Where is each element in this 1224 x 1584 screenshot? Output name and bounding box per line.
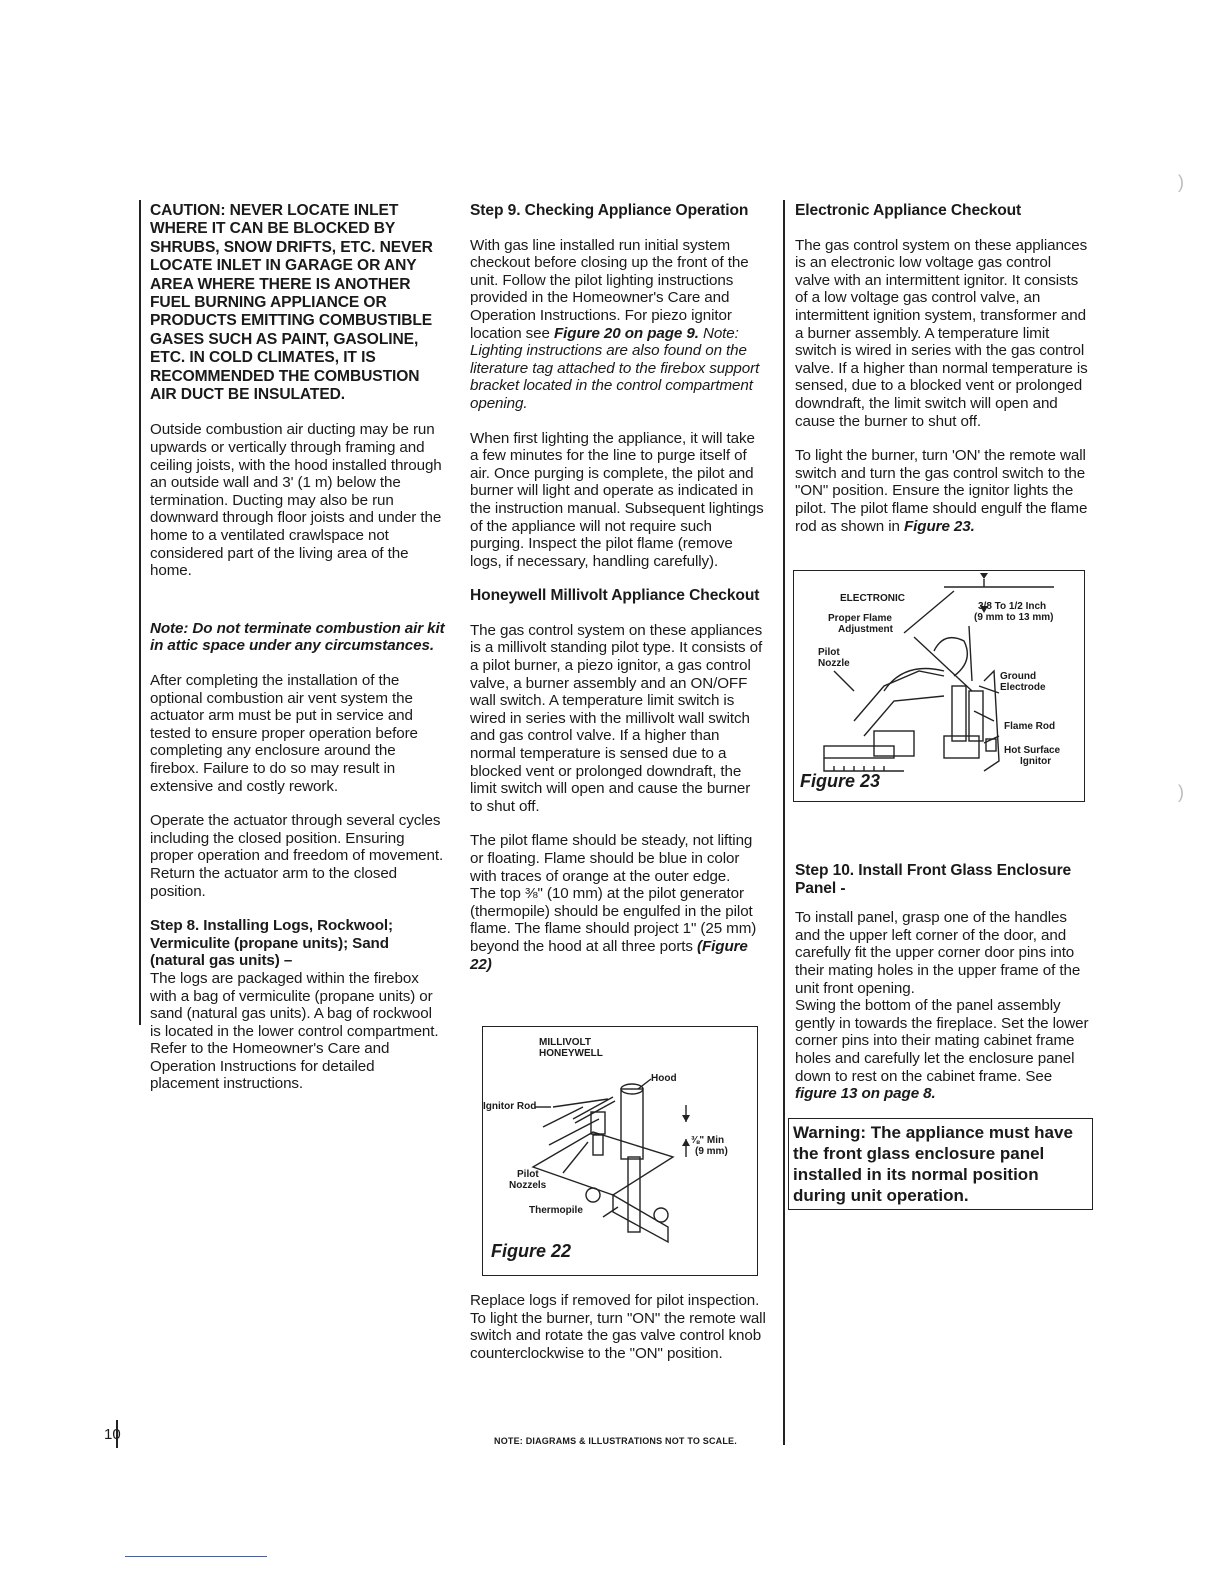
col1-paragraph-3: Operate the actuator through several cycles including the closed position. Ensuring proper operation and freedom of movement. Return the actuator arm to the closed position. — [150, 812, 444, 900]
step8-title: Step 8. Installing Logs, Rockwool; Vermiculite (propane units); Sand (natural gas units) – — [150, 917, 393, 970]
col1-paragraph-1: Outside combustion air ducting may be run upwards or vertically through framing and ceiling joists, with the hood installed through an outside wall and 3' (1 m) below the termination. Ducting may also be run downward through floor joists and under the home to a ventilated crawlspace not considered part of the living area of the home. — [150, 421, 442, 580]
fig22-title-1: MILLIVOLT — [539, 1037, 592, 1048]
light-burner-text: To light the burner, turn 'ON' the remote wall switch and turn the gas control switch to the "ON" position. Ensure the ignitor lights the pilot. The pilot flame should engulf the flame rod as shown in — [795, 447, 1088, 535]
thermopile-text: The top ⅜" (10 mm) at the pilot generator (thermopile) should be engulfed in the pilot flame. The flame should project 1" (25 mm) beyond the hood at all three ports — [470, 885, 757, 955]
fig23-proper-label-2: Adjustment — [838, 624, 893, 635]
left-margin-rule — [139, 200, 141, 1025]
fig22-thermopile-label: Thermopile — [529, 1205, 583, 1216]
figure23-ref[interactable]: Figure 23. — [904, 517, 975, 535]
fig23-range-label: 3/8 To 1/2 Inch — [978, 601, 1047, 612]
column-2 — [470, 202, 766, 990]
fig23-nozzle-label: Nozzle — [818, 658, 850, 669]
col2-paragraph-6: Replace logs if removed for pilot inspection. To light the burner, turn "ON" the remote wall switch and rotate the gas valve control knob counterclockwise to the "ON" position. — [470, 1292, 766, 1362]
fig22-hood-label: Hood — [651, 1073, 677, 1084]
scan-mark-2: ) — [1178, 782, 1184, 802]
combustion-note: Note: Do not terminate combustion air kit in attic space under any circumstances. — [150, 619, 445, 655]
fig23-ground-label: Ground — [1000, 671, 1037, 682]
footer-note: NOTE: DIAGRAMS & ILLUSTRATIONS NOT TO SCALE. — [494, 1436, 737, 1446]
fig23-title: ELECTRONIC — [840, 593, 905, 604]
warning-box: Warning: The appliance must have the front glass enclosure panel installed in its normal position during unit operation. — [788, 1118, 1093, 1210]
page-number: 10 — [104, 1426, 121, 1443]
step9-text: With gas line installed run initial system checkout before closing up the front of the unit. Follow the pilot lighting instructions provided in the Homeowner's Care and Operation Instructions. For piezo ignitor location see — [470, 236, 749, 342]
col3-bottom — [795, 862, 1089, 1120]
step10-title: Step 10. Install Front Glass Enclosure Panel - — [795, 862, 1072, 897]
fig23-electrode-label: Electrode — [1000, 682, 1046, 693]
fig23-hot-label: Hot Surface — [1004, 745, 1061, 756]
col2-bottom — [470, 1292, 766, 1379]
fig22-pilot-label: Pilot — [517, 1169, 539, 1180]
fig22-ignitor-label: Ignitor Rod — [483, 1101, 537, 1112]
fig22-label: Figure 22 — [491, 1241, 572, 1261]
honeywell-title: Honeywell Millivolt Appliance Checkout — [470, 587, 760, 605]
col3-paragraph-4 — [795, 997, 1089, 1103]
fig22-title-2: HONEYWELL — [539, 1048, 603, 1059]
fig23-range-label-2: (9 mm to 13 mm) — [974, 612, 1054, 623]
figure13-ref[interactable]: figure 13 on page 8. — [795, 1085, 936, 1103]
col2-paragraph-1 — [470, 237, 766, 413]
figure22-ref[interactable]: (Figure 22) — [470, 937, 748, 973]
col3-paragraph-2 — [795, 447, 1089, 535]
fig23-flamerod-label: Flame Rod — [1004, 721, 1056, 732]
scan-mark-1: ) — [1178, 172, 1184, 192]
fig22-min-label-2: (9 mm) — [695, 1146, 728, 1157]
fig23-pilot-label: Pilot — [818, 647, 840, 658]
electronic-title: Electronic Appliance Checkout — [795, 202, 1022, 219]
col1-paragraph-2: After completing the installation of the optional combustion air vent system the actuator arm must be put in service and tested to ensure proper operation before completing any enclosure around the firebox. Failure to do so may result in extensive and costly rework. — [150, 672, 418, 795]
col2-paragraph-3: The gas control system on these appliances is a millivolt standing pilot type. It consists of a pilot burner, a piezo ignitor, a gas control valve, a burner assembly and an ON/OFF wall switch. A temperature limit switch is wired in series with the millivolt wall switch and gas control valve. If a higher than normal temperature is sensed due to a blocked vent or prolonged downdraft, the limit switch will open and cause the burner to shut off. — [470, 621, 763, 815]
column-3 — [795, 202, 1089, 552]
fig22-nozzels-label: Nozzels — [509, 1180, 547, 1191]
caution-text: CAUTION: NEVER LOCATE INLET WHERE IT CAN BE BLOCKED BY SHRUBS, SNOW DRIFTS, ETC. NEVER LOCATE INLET IN GARAGE OR ANY AREA WHERE THERE IS ANOTHER FUEL BURNING APPLIANCE OR PRODUCTS EMITTING COMBUSTIBLE GASES SUCH AS PAINT, GASOLINE, ETC. IN COLD CLIMATES, IT IS RECOMMENDED THE COMBUSTION AIR DUCT BE INSULATED. — [150, 202, 433, 404]
col2-paragraph-5 — [470, 885, 766, 973]
fig23-label: Figure 23 — [800, 771, 881, 791]
fig23-proper-label: Proper Flame — [828, 613, 892, 624]
figure20-ref[interactable]: Figure 20 on page 9. — [553, 324, 699, 342]
step8-body: The logs are packaged within the firebox with a bag of vermiculite (propane units) or sand (natural gas units). A bag of rockwool is located in the lower control compartment. Refer to the Homeowner's Care and Operation Instructions for detailed placement instructions. — [150, 969, 439, 1093]
col3-paragraph-1: The gas control system on these appliances is an electronic low voltage gas control valve with an intermittent ignitor. It consists of a low voltage gas control valve, an intermittent ignition system, transformer and a burner assembly. A temperature limit switch is wired in series with the gas control valve. If a higher than normal temperature is sensed, due to a blocked vent or prolonged downdraft, the limit switch will open and cause the burner to shut off. — [795, 236, 1088, 430]
footer-line — [125, 1556, 267, 1557]
right-column-rule — [783, 200, 785, 1445]
column-1 — [150, 202, 446, 1110]
fig23-ignitor-label: Ignitor — [1020, 756, 1052, 767]
col2-paragraph-4: The pilot flame should be steady, not lifting or floating. Flame should be blue in color with traces of orange at the outer edge. — [470, 832, 753, 885]
swing-panel-text: Swing the bottom of the panel assembly gently in towards the fireplace. Set the lower corner pins into their mating cabinet frame holes and carefully let the enclosure panel down to rest on the cabinet frame. See — [795, 997, 1089, 1085]
figure-23 — [793, 570, 1085, 802]
col2-paragraph-2: When first lighting the appliance, it will take a few minutes for the line to purge itself of air. Once purging is complete, the pilot and burner will light and operate as indicated in the instruction manual. Subsequent lightings of the appliance will not require such purging. Inspect the pilot flame (remove logs, if necessary, handling carefully). — [470, 429, 764, 570]
fig22-min-label: ⅜" Min — [691, 1135, 725, 1146]
lighting-note: Note: Lighting instructions are also found on the literature tag attached to the firebox support bracket located in the control compartment opening. — [470, 324, 760, 412]
step9-title: Step 9. Checking Appliance Operation — [470, 202, 749, 219]
figure-22 — [482, 1026, 758, 1276]
col3-paragraph-3: To install panel, grasp one of the handles and the upper left corner of the door, and carefully fit the upper corner door pins into their mating holes in the upper frame of the unit front opening. — [795, 909, 1081, 997]
